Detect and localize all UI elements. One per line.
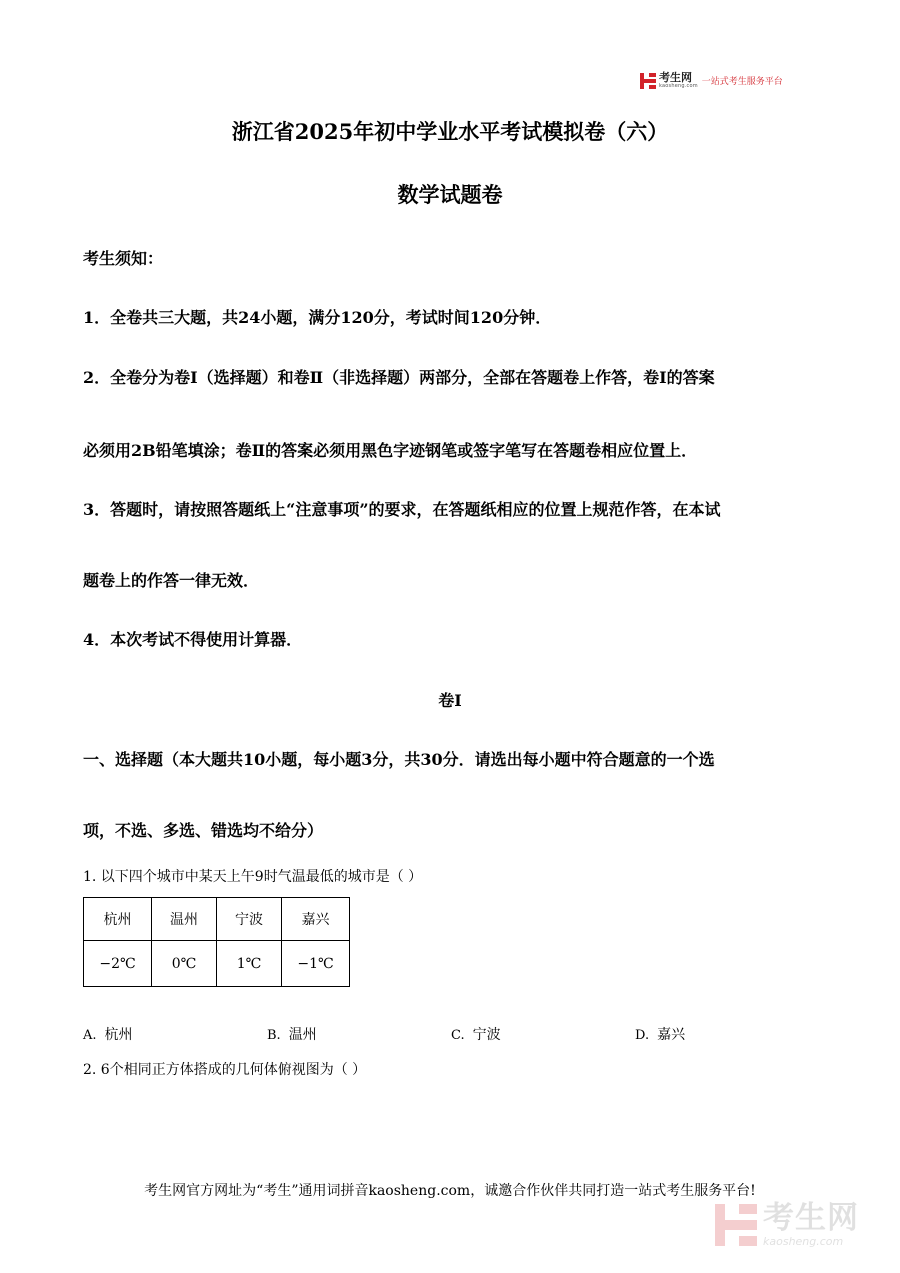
table-cell-city: 宁波 <box>217 898 282 941</box>
table-cell-temp: 0℃ <box>152 941 217 987</box>
logo-icon <box>640 73 656 89</box>
footer-text: 考生网官方网址为“考生”通用词拼音kaosheng.com，诚邀合作伙伴共同打造一站式考生服务平台! <box>144 1183 756 1199</box>
logo-slogan: 一站式考生服务平台 <box>701 77 783 87</box>
option-text: 宁波 <box>472 1027 501 1043</box>
option-label: D. <box>635 1028 650 1043</box>
option-c <box>451 1024 501 1044</box>
option-text: 嘉兴 <box>657 1027 686 1043</box>
table-cell-city: 嘉兴 <box>282 898 350 941</box>
header-logo <box>640 72 783 89</box>
section-heading: 一、选择题（本大题共10小题，每小题3分，共30分．请选出每小题中符合题意的一个选 <box>83 750 715 769</box>
option-text: 温州 <box>288 1027 317 1043</box>
temperature-table <box>83 897 350 987</box>
logo-name: 考生网 <box>659 71 692 84</box>
watermark <box>715 1200 859 1248</box>
table-cell-city: 杭州 <box>84 898 152 941</box>
notice-heading: 考生须知： <box>83 249 164 268</box>
notice-item: 题卷上的作答一律无效． <box>83 571 260 590</box>
notice-item: 1．全卷共三大题，共24小题，满分120分，考试时间120分钟． <box>83 308 552 327</box>
option-label: B. <box>267 1028 281 1043</box>
table-row <box>84 941 350 987</box>
option-label: C. <box>451 1028 465 1043</box>
option-b <box>267 1024 317 1044</box>
page-title: 浙江省2025年初中学业水平考试模拟卷（六） <box>231 119 669 144</box>
watermark-name: 考生网 <box>763 1200 859 1236</box>
table-cell-temp: 1℃ <box>217 941 282 987</box>
table-row <box>84 898 350 941</box>
section-heading-cont: 项，不选、多选、错选均不给分） <box>83 821 324 840</box>
notice-item: 4．本次考试不得使用计算器． <box>83 630 303 649</box>
watermark-domain: kaosheng.com <box>763 1235 844 1248</box>
logo-domain: kaosheng.com <box>659 83 698 89</box>
option-text: 杭州 <box>104 1027 133 1043</box>
question-1-stem: 1. 以下四个城市中某天上午9时气温最低的城市是（ ） <box>83 869 423 885</box>
question-2-stem: 2. 6个相同正方体搭成的几何体俯视图为（ ） <box>83 1062 367 1078</box>
notice-item: 必须用2B铅笔填涂；卷Ⅱ的答案必须用黑色字迹钢笔或签字笔写在答题卷相应位置上． <box>83 441 698 460</box>
table-cell-temp: −1℃ <box>282 941 350 987</box>
option-label: A. <box>83 1028 97 1043</box>
notice-item: 2．全卷分为卷Ⅰ（选择题）和卷Ⅱ（非选择题）两部分，全部在答题卷上作答，卷Ⅰ的答案 <box>83 368 715 387</box>
table-cell-temp: −2℃ <box>84 941 152 987</box>
part-label: 卷Ⅰ <box>438 691 462 710</box>
option-a <box>83 1024 133 1044</box>
watermark-logo-icon <box>715 1204 757 1246</box>
option-d <box>635 1024 685 1044</box>
table-cell-city: 温州 <box>152 898 217 941</box>
notice-item: 3．答题时，请按照答题纸上“注意事项”的要求，在答题纸相应的位置上规范作答，在本试 <box>83 500 721 519</box>
page-subtitle: 数学试题卷 <box>397 182 503 207</box>
